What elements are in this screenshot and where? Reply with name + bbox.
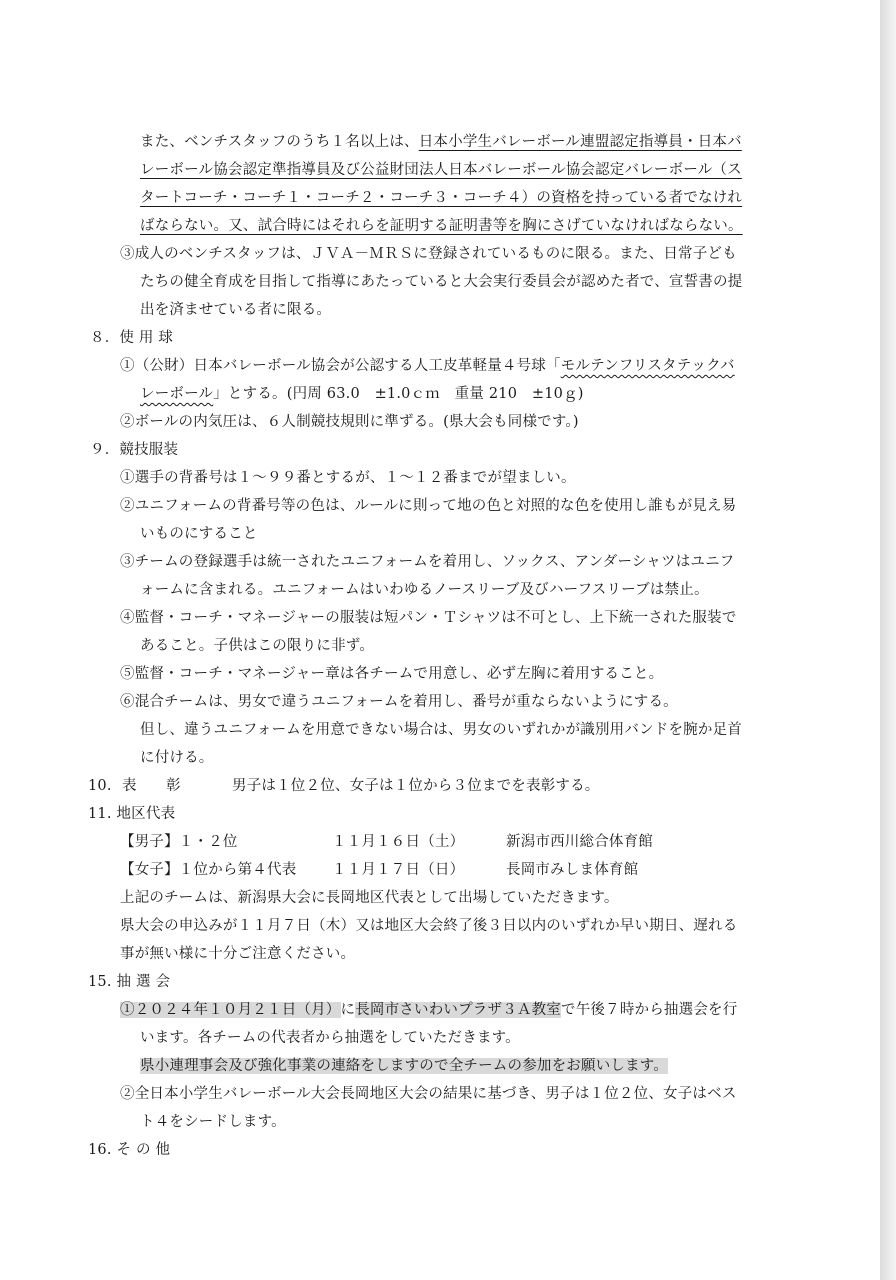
ball-spec: 」とする。(円周 63.0 ±1.0ｃｍ 重量 210 ±10ｇ) xyxy=(213,386,584,402)
ball-name-underlined-2: レーボール xyxy=(140,386,214,402)
lottery-connector: に xyxy=(340,1002,356,1018)
section-9-heading: ９．競技服装 xyxy=(90,442,179,458)
boys-rep-date: １１月１６日（土） xyxy=(332,834,465,850)
uniform-item-4-line-2: あること。子供はこの限りに非ず。 xyxy=(140,638,375,654)
ball-item-1-line-2 xyxy=(140,384,584,404)
adult-staff-line-3: 出を済ませている者に限る。 xyxy=(140,302,332,318)
ball-item-1-line-1 xyxy=(120,356,735,376)
bench-staff-underlined: 日本小学生バレーボール連盟認定指導員・日本バ xyxy=(418,134,742,150)
uniform-item-6-line-1: ⑥混合チームは、男女で違うユニフォームを着用し、番号が重ならないようにする。 xyxy=(120,694,678,710)
ball-text: ①（公財）日本バレーボール協会が公認する人工皮革軽量４号球「 xyxy=(120,358,561,374)
uniform-item-4-line-1: ④監督・コーチ・マネージャーの服装は短パン・Ｔシャツは不可とし、上下統一された服装で xyxy=(120,610,737,626)
ball-name-underlined: モルテンフリスタテックバ xyxy=(560,358,735,374)
lottery-time-text: で午後７時から抽選会を行 xyxy=(561,1002,738,1018)
page-edge-shadow xyxy=(880,0,896,1280)
girls-rep-date: １１月１７日（日） xyxy=(332,862,465,878)
adult-staff-line-2: たちの健全育成を目指して指導にあたっていると大会実行委員会が認めた者で、宣誓書の提 xyxy=(140,274,743,290)
boys-rep-label: 【男子】１・２位 xyxy=(120,834,238,850)
rep-note-2-line-2: 事が無い様に十分ご注意ください。 xyxy=(120,946,356,962)
section-11-heading: 11. 地区代表 xyxy=(88,806,176,822)
lottery-item-2-line-1: ②全日本小学生バレーボール大会長岡地区大会の結果に基づき、男子は１位２位、女子はベス xyxy=(120,1086,737,1102)
girls-rep-venue: 長岡市みしま体育館 xyxy=(506,862,639,878)
uniform-item-2-line-2: いものにすること xyxy=(140,526,258,542)
section-8-heading: ８．使 用 球 xyxy=(90,330,174,346)
ball-item-2: ②ボールの内気圧は、６人制競技規則に準ずる。(県大会も同様です。) xyxy=(120,414,579,430)
bench-staff-line-2: レーボール協会認定準指導員及び公益財団法人日本バレーボール協会認定バレーボール（ス xyxy=(140,162,742,178)
lottery-item-1-line-2: います。各チームの代表者から抽選をしていただきます。 xyxy=(140,1030,520,1046)
uniform-item-2-line-1: ②ユニフォームの背番号等の色は、ルールに則って地の色と対照的な色を使用し誰もが見え易 xyxy=(120,498,737,514)
uniform-item-3-line-1: ③チームの登録選手は統一されたユニフォームを着用し、ソックス、アンダーシャツはユニフ xyxy=(120,554,735,570)
bench-staff-line-3: タートコーチ・コーチ１・コーチ２・コーチ３・コーチ４）の資格を持っている者でなけれ xyxy=(140,190,743,206)
uniform-item-6-line-2: 但し、違うユニフォームを用意できない場合は、男女のいずれかが識別用バンドを腕か足首 xyxy=(140,722,742,738)
boys-rep-venue: 新潟市西川総合体育館 xyxy=(506,834,653,850)
bench-staff-line-1 xyxy=(140,132,742,152)
section-10-text: 男子は１位２位、女子は１位から３位までを表彰する。 xyxy=(232,778,600,794)
uniform-item-5: ⑤監督・コーチ・マネージャー章は各チームで用意し、必ず左胸に着用すること。 xyxy=(120,666,664,682)
lottery-venue-highlight: 長岡市さいわいプラザ３Ａ教室 xyxy=(355,1002,562,1018)
rep-note-1: 上記のチームは、新潟県大会に長岡地区代表として出場していただきます。 xyxy=(120,890,619,906)
bench-staff-line-4: ばならない。又、試合時にはそれらを証明する証明書等を胸にさげていなければならない。 xyxy=(140,218,743,234)
lottery-item-1-line-1 xyxy=(120,1000,737,1020)
adult-staff-line-1: ③成人のベンチスタッフは、ＪＶＡ－ＭＲＳに登録されているものに限る。また、日常子ども xyxy=(120,246,737,262)
rep-note-2-line-1: 県大会の申込みが１１月７日（木）又は地区大会終了後３日以内のいずれか早い期日、遅れる xyxy=(120,918,738,934)
lottery-item-2-line-2: ト４をシードします。 xyxy=(140,1114,286,1130)
bench-staff-text: また、ベンチスタッフのうち１名以上は、 xyxy=(140,134,419,150)
section-16-heading: 16. そ の 他 xyxy=(88,1142,171,1158)
lottery-notice-highlight: 県小連理事会及び強化事業の連絡をしますので全チームの参加をお願いします。 xyxy=(140,1058,669,1074)
lottery-item-1-line-3 xyxy=(140,1056,668,1076)
uniform-item-6-line-3: に付ける。 xyxy=(140,750,214,766)
uniform-item-3-line-2: ォームに含まれる。ユニフォームはいわゆるノースリーブ及びハーフスリーブは禁止。 xyxy=(140,582,709,598)
lottery-date-highlight: ①２０２４年１０月２１日（月） xyxy=(120,1002,341,1018)
girls-rep-label: 【女子】１位から第４代表 xyxy=(120,862,297,878)
section-10-number: 10. xyxy=(88,778,112,794)
section-15-heading: 15. 抽 選 会 xyxy=(88,974,171,990)
section-10-title: 表 彰 xyxy=(122,778,181,794)
uniform-item-1: ①選手の背番号は１～９９番とするが、１～１２番までが望ましい。 xyxy=(120,470,576,486)
